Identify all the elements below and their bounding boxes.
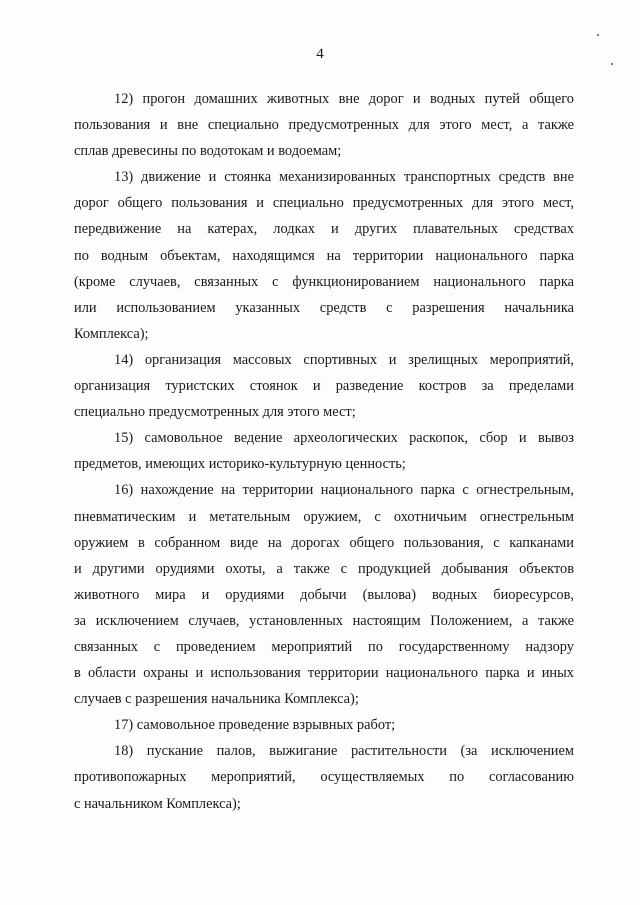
text-line: пользования и вне специально предусмотренных для этого мест, а также: [74, 117, 574, 134]
text-line: по водным объектам, находящимся на территории национального парка: [74, 247, 574, 264]
page-number: 4: [316, 46, 324, 62]
text-line: передвижение на катерах, лодках и других плавательных средствах: [74, 221, 574, 238]
text-line: специально предусмотренных для этого мест;: [74, 404, 356, 421]
text-line: с начальником Комплекса);: [74, 795, 241, 812]
paragraph: [74, 347, 574, 425]
paragraph: [74, 164, 574, 347]
text-line: за исключением случаев, установленных настоящим Положением, а также: [74, 612, 574, 629]
text-line: 16) нахождение на территории национального парка с огнестрельным,: [114, 482, 574, 499]
text-line: животного мира и орудиями добычи (вылова) водных биоресурсов,: [74, 586, 574, 603]
text-line: (кроме случаев, связанных с функционированием национального парка: [74, 273, 574, 290]
text-line: 13) движение и стоянка механизированных транспортных средств вне: [114, 169, 574, 186]
text-line: Комплекса);: [74, 325, 149, 342]
document-body: [74, 86, 574, 817]
paragraph: [74, 712, 574, 738]
text-line: в области охраны и использования территории национального парка и иных: [74, 665, 574, 682]
paragraph: [74, 86, 574, 164]
paragraph: [74, 477, 574, 712]
paragraph: [74, 425, 574, 477]
text-line: сплав древесины по водотокам и водоемам;: [74, 143, 342, 160]
text-line: 18) пускание палов, выжигание растительности (за исключением: [114, 743, 574, 760]
text-line: дорог общего пользования и специально предусмотренных для этого мест,: [74, 195, 574, 212]
text-line: 12) прогон домашних животных вне дорог и водных путей общего: [114, 91, 574, 107]
scan-speck: [611, 63, 613, 65]
text-line: связанных с проведением мероприятий по государственному надзору: [74, 638, 574, 655]
text-line: 14) организация массовых спортивных и зрелищных мероприятий,: [114, 351, 574, 368]
text-line: организация туристских стоянок и разведение костров за пределами: [74, 378, 574, 395]
paragraph: [74, 738, 574, 816]
text-line: 15) самовольное ведение археологических раскопок, сбор и вывоз: [114, 430, 574, 447]
text-line: случаев с разрешения начальника Комплекса);: [74, 691, 359, 708]
text-line: противопожарных мероприятий, осуществляемых по согласованию: [74, 769, 574, 786]
text-line: 17) самовольное проведение взрывных работ;: [114, 717, 396, 734]
text-line: и другими орудиями охоты, а также с продукцией добывания объектов: [74, 560, 574, 577]
text-line: или использованием указанных средств с разрешения начальника: [74, 299, 574, 316]
scan-speck: [597, 34, 599, 36]
text-line: предметов, имеющих историко-культурную ценность;: [74, 456, 406, 473]
text-line: пневматическим и метательным оружием, с охотничьим огнестрельным: [74, 508, 574, 525]
text-line: оружием в собранном виде на дорогах общего пользования, с капканами: [74, 534, 574, 551]
